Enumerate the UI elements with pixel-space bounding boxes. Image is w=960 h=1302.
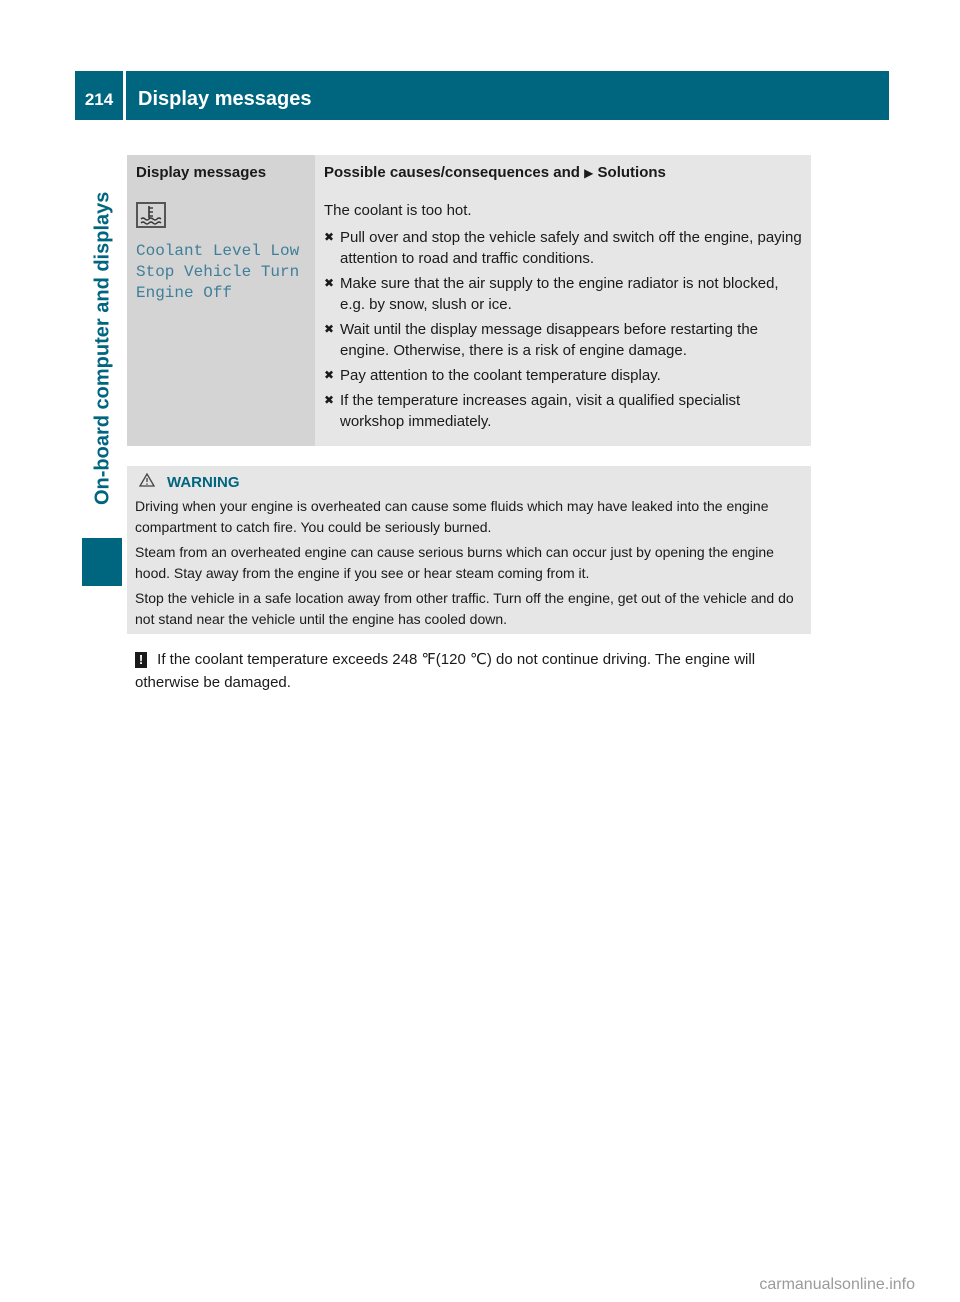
table-header-row bbox=[127, 155, 811, 190]
step-arrow-icon: ✖ bbox=[324, 276, 335, 290]
list-item: ✖ Make sure that the air supply to the engine radiator is not blocked, e.g. by snow, slush or ice. bbox=[324, 275, 779, 313]
col-causes-solutions bbox=[315, 155, 811, 190]
display-messages-table bbox=[127, 155, 811, 446]
warning-paragraph: Steam from an overheated engine can cause serious burns which can occur just by opening the engine hood. Stay away from the engine if you see or hear steam coming from it. bbox=[135, 544, 774, 581]
page-title: Display messages bbox=[138, 88, 312, 110]
col-display-messages: Display messages bbox=[127, 155, 315, 190]
step-arrow-icon: ✖ bbox=[324, 230, 335, 244]
watermark: carmanualsonline.info bbox=[759, 1276, 915, 1293]
display-message-text: Coolant Level Low Stop Vehicle Turn Engine Off bbox=[136, 242, 300, 302]
warning-triangle-icon bbox=[139, 473, 155, 491]
step-arrow-icon: ✖ bbox=[324, 393, 335, 407]
table-row bbox=[127, 190, 811, 446]
display-message-cell bbox=[127, 190, 315, 446]
solution-arrow-icon: ▶ bbox=[584, 166, 594, 180]
step-arrow-icon: ✖ bbox=[324, 322, 335, 336]
step-arrow-icon: ✖ bbox=[324, 368, 335, 382]
warning-paragraph: Stop the vehicle in a safe location away from other traffic. Turn off the engine, get out of the vehicle and do not stand near the vehicle until the engine has cooled down. bbox=[135, 590, 794, 627]
col2-header-prefix: Possible causes/consequences and bbox=[324, 164, 580, 181]
chapter-marker bbox=[82, 538, 122, 586]
chapter-side-label: On-board computer and displays bbox=[91, 191, 114, 505]
list-item: ✖ Pay attention to the coolant temperature display. bbox=[324, 367, 661, 384]
warning-paragraph: Driving when your engine is overheated can cause some fluids which may have leaked into the engine compartment to catch fire. You could be seriously burned. bbox=[135, 498, 769, 535]
causes-solutions-cell bbox=[315, 190, 811, 446]
exclamation-icon: ! bbox=[135, 652, 147, 668]
warning-title: WARNING bbox=[167, 473, 240, 491]
list-item: ✖ Pull over and stop the vehicle safely and switch off the engine, paying attention to road and traffic conditions. bbox=[324, 229, 802, 267]
note-text: If the coolant temperature exceeds 248 ℉(120 ℃) do not continue driving. The engine will otherwise be damaged. bbox=[135, 651, 756, 691]
cause-text: The coolant is too hot. bbox=[324, 202, 472, 219]
coolant-temperature-icon bbox=[136, 202, 166, 228]
col2-header-suffix: Solutions bbox=[597, 164, 666, 181]
page-header bbox=[75, 71, 889, 120]
warning-heading bbox=[135, 470, 803, 494]
list-item: ✖ Wait until the display message disappears before restarting the engine. Otherwise, there is a risk of engine damage. bbox=[324, 321, 759, 359]
warning-box bbox=[127, 466, 811, 634]
page-number: 214 bbox=[75, 71, 126, 120]
list-item: ✖ If the temperature increases again, visit a qualified specialist workshop immediately. bbox=[324, 392, 741, 430]
damage-note bbox=[135, 648, 811, 694]
